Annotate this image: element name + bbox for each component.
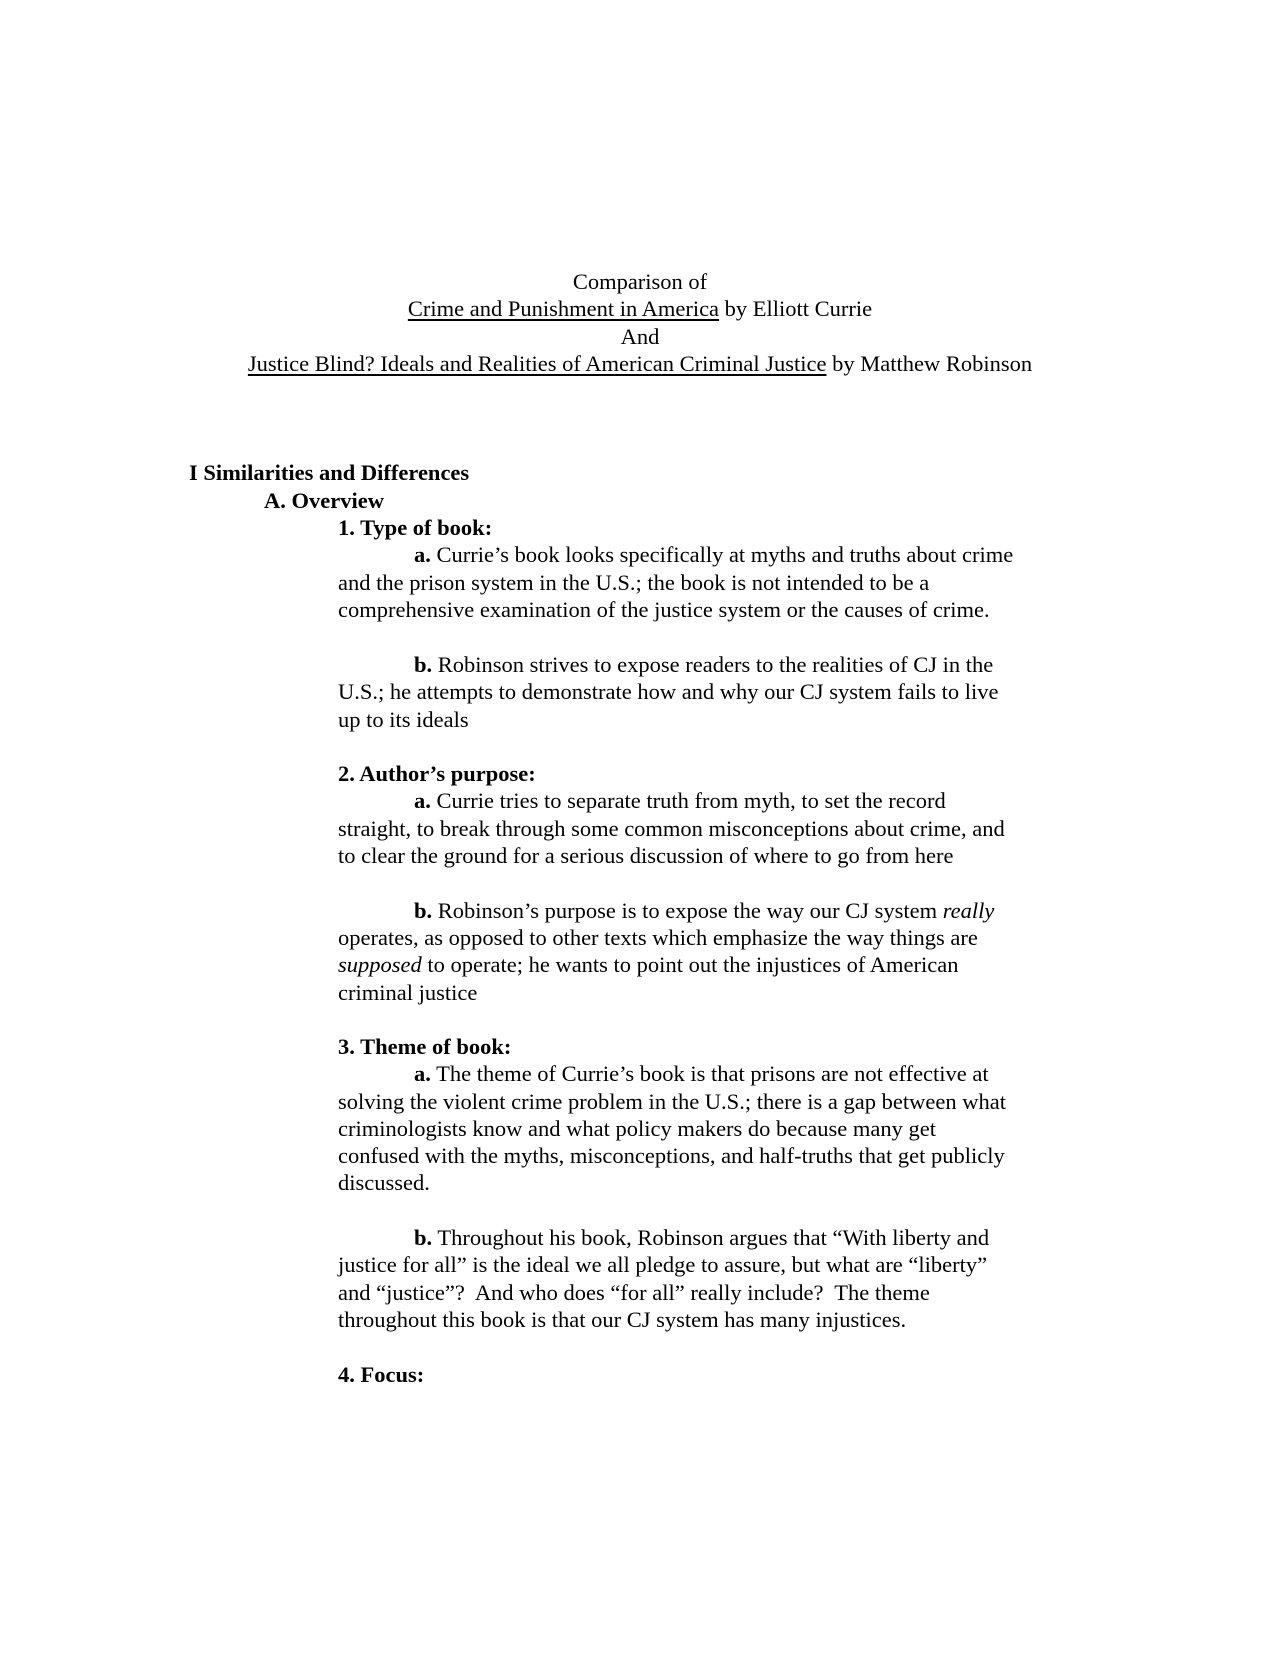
item-2-b-line-3 — [338, 950, 959, 979]
book1-author: by Elliott Currie — [719, 296, 873, 321]
paragraph-text: Robinson’s purpose is to expose the way our CJ system — [432, 898, 943, 923]
book2-title: Justice Blind? Ideals and Realities of American Criminal Justice — [247, 351, 827, 376]
title-line-3 — [0, 322, 1280, 351]
item-1-b-line-1 — [414, 650, 993, 679]
item-1-b-line-2 — [338, 677, 999, 706]
item-2-a-line-2 — [338, 814, 1005, 843]
title-conjunction: And — [620, 324, 660, 349]
item-4-heading — [338, 1360, 424, 1389]
item-label: b. — [414, 898, 433, 923]
paragraph-text: criminal justice — [338, 980, 478, 1005]
section-subheading-text: A. Overview — [264, 488, 384, 513]
item-3-b-line-2 — [338, 1250, 987, 1279]
item-3-a-line-2 — [338, 1087, 1006, 1116]
item-2-b-line-1 — [414, 896, 994, 925]
paragraph-text: to clear the ground for a serious discussion of where to go from here — [338, 843, 954, 868]
item-1-a-line-3 — [338, 595, 990, 624]
section-subheading — [264, 486, 384, 515]
paragraph-text: to operate; he wants to point out the injustices of American — [421, 952, 959, 977]
item-heading-text: 1. Type of book: — [338, 515, 493, 540]
paragraph-text: discussed. — [338, 1170, 430, 1195]
item-3-heading — [338, 1032, 511, 1061]
paragraph-text: operates, as opposed to other texts which emphasize the way things are — [338, 925, 978, 950]
item-label: b. — [414, 652, 433, 677]
item-1-b-line-3 — [338, 705, 469, 734]
item-2-b-line-4 — [338, 978, 477, 1007]
item-2-a-line-1 — [414, 786, 946, 815]
paragraph-text: Throughout his book, Robinson argues that “With liberty and — [432, 1225, 990, 1250]
item-3-b-line-1 — [414, 1223, 989, 1252]
item-1-a-line-2 — [338, 568, 929, 597]
item-label: a. — [414, 788, 431, 813]
section-heading-text: I Similarities and Differences — [189, 460, 470, 485]
paragraph-text: solving the violent crime problem in the U.S.; there is a gap between what — [338, 1089, 1006, 1114]
paragraph-text: confused with the myths, misconceptions, and half-truths that get publicly — [338, 1143, 1005, 1168]
title-line-4 — [0, 349, 1280, 378]
title-line-2 — [0, 294, 1280, 323]
paragraph-text: criminologists know and what policy makers do because many get — [338, 1116, 936, 1141]
item-3-a-line-4 — [338, 1141, 1005, 1170]
item-3-a-line-5 — [338, 1168, 430, 1197]
title-line-1 — [0, 267, 1280, 296]
paragraph-text: Currie’s book looks specifically at myths and truths about crime — [430, 542, 1014, 567]
item-heading-text: 4. Focus: — [338, 1362, 425, 1387]
paragraph-text: U.S.; he attempts to demonstrate how and why our CJ system fails to live — [338, 679, 999, 704]
paragraph-text: Robinson strives to expose readers to the realities of CJ in the — [432, 652, 994, 677]
paragraph-text: straight, to break through some common misconceptions about crime, and — [338, 816, 1005, 841]
book1-title: Crime and Punishment in America — [407, 296, 720, 321]
item-heading-text: 2. Author’s purpose: — [338, 761, 536, 786]
paragraph-text: The theme of Currie’s book is that prisons are not effective at — [430, 1061, 989, 1086]
paragraph-text: comprehensive examination of the justice system or the causes of crime. — [338, 597, 990, 622]
title-text: Comparison of — [572, 269, 708, 294]
item-3-b-line-3 — [338, 1278, 930, 1307]
item-1-heading — [338, 513, 492, 542]
paragraph-text: up to its ideals — [338, 707, 469, 732]
item-label: a. — [414, 1061, 431, 1086]
book2-author: by Matthew Robinson — [826, 351, 1033, 376]
item-3-b-line-4 — [338, 1305, 906, 1334]
item-1-a-line-1 — [414, 540, 1013, 569]
item-label: a. — [414, 542, 431, 567]
item-2-heading — [338, 759, 536, 788]
paragraph-text: and “justice”? And who does “for all” really include? The theme — [338, 1280, 930, 1305]
item-heading-text: 3. Theme of book: — [338, 1034, 512, 1059]
section-heading — [189, 458, 469, 487]
item-2-b-line-2 — [338, 923, 978, 952]
item-3-a-line-3 — [338, 1114, 936, 1143]
paragraph-text: Currie tries to separate truth from myth, to set the record — [430, 788, 946, 813]
paragraph-text: justice for all” is the ideal we all pledge to assure, but what are “liberty” — [338, 1252, 988, 1277]
emphasis-text: supposed — [338, 952, 422, 977]
item-3-a-line-1 — [414, 1059, 989, 1088]
paragraph-text: throughout this book is that our CJ system has many injustices. — [338, 1307, 907, 1332]
item-label: b. — [414, 1225, 433, 1250]
item-2-a-line-3 — [338, 841, 953, 870]
paragraph-text: and the prison system in the U.S.; the book is not intended to be a — [338, 570, 930, 595]
emphasis-text: really — [942, 898, 995, 923]
